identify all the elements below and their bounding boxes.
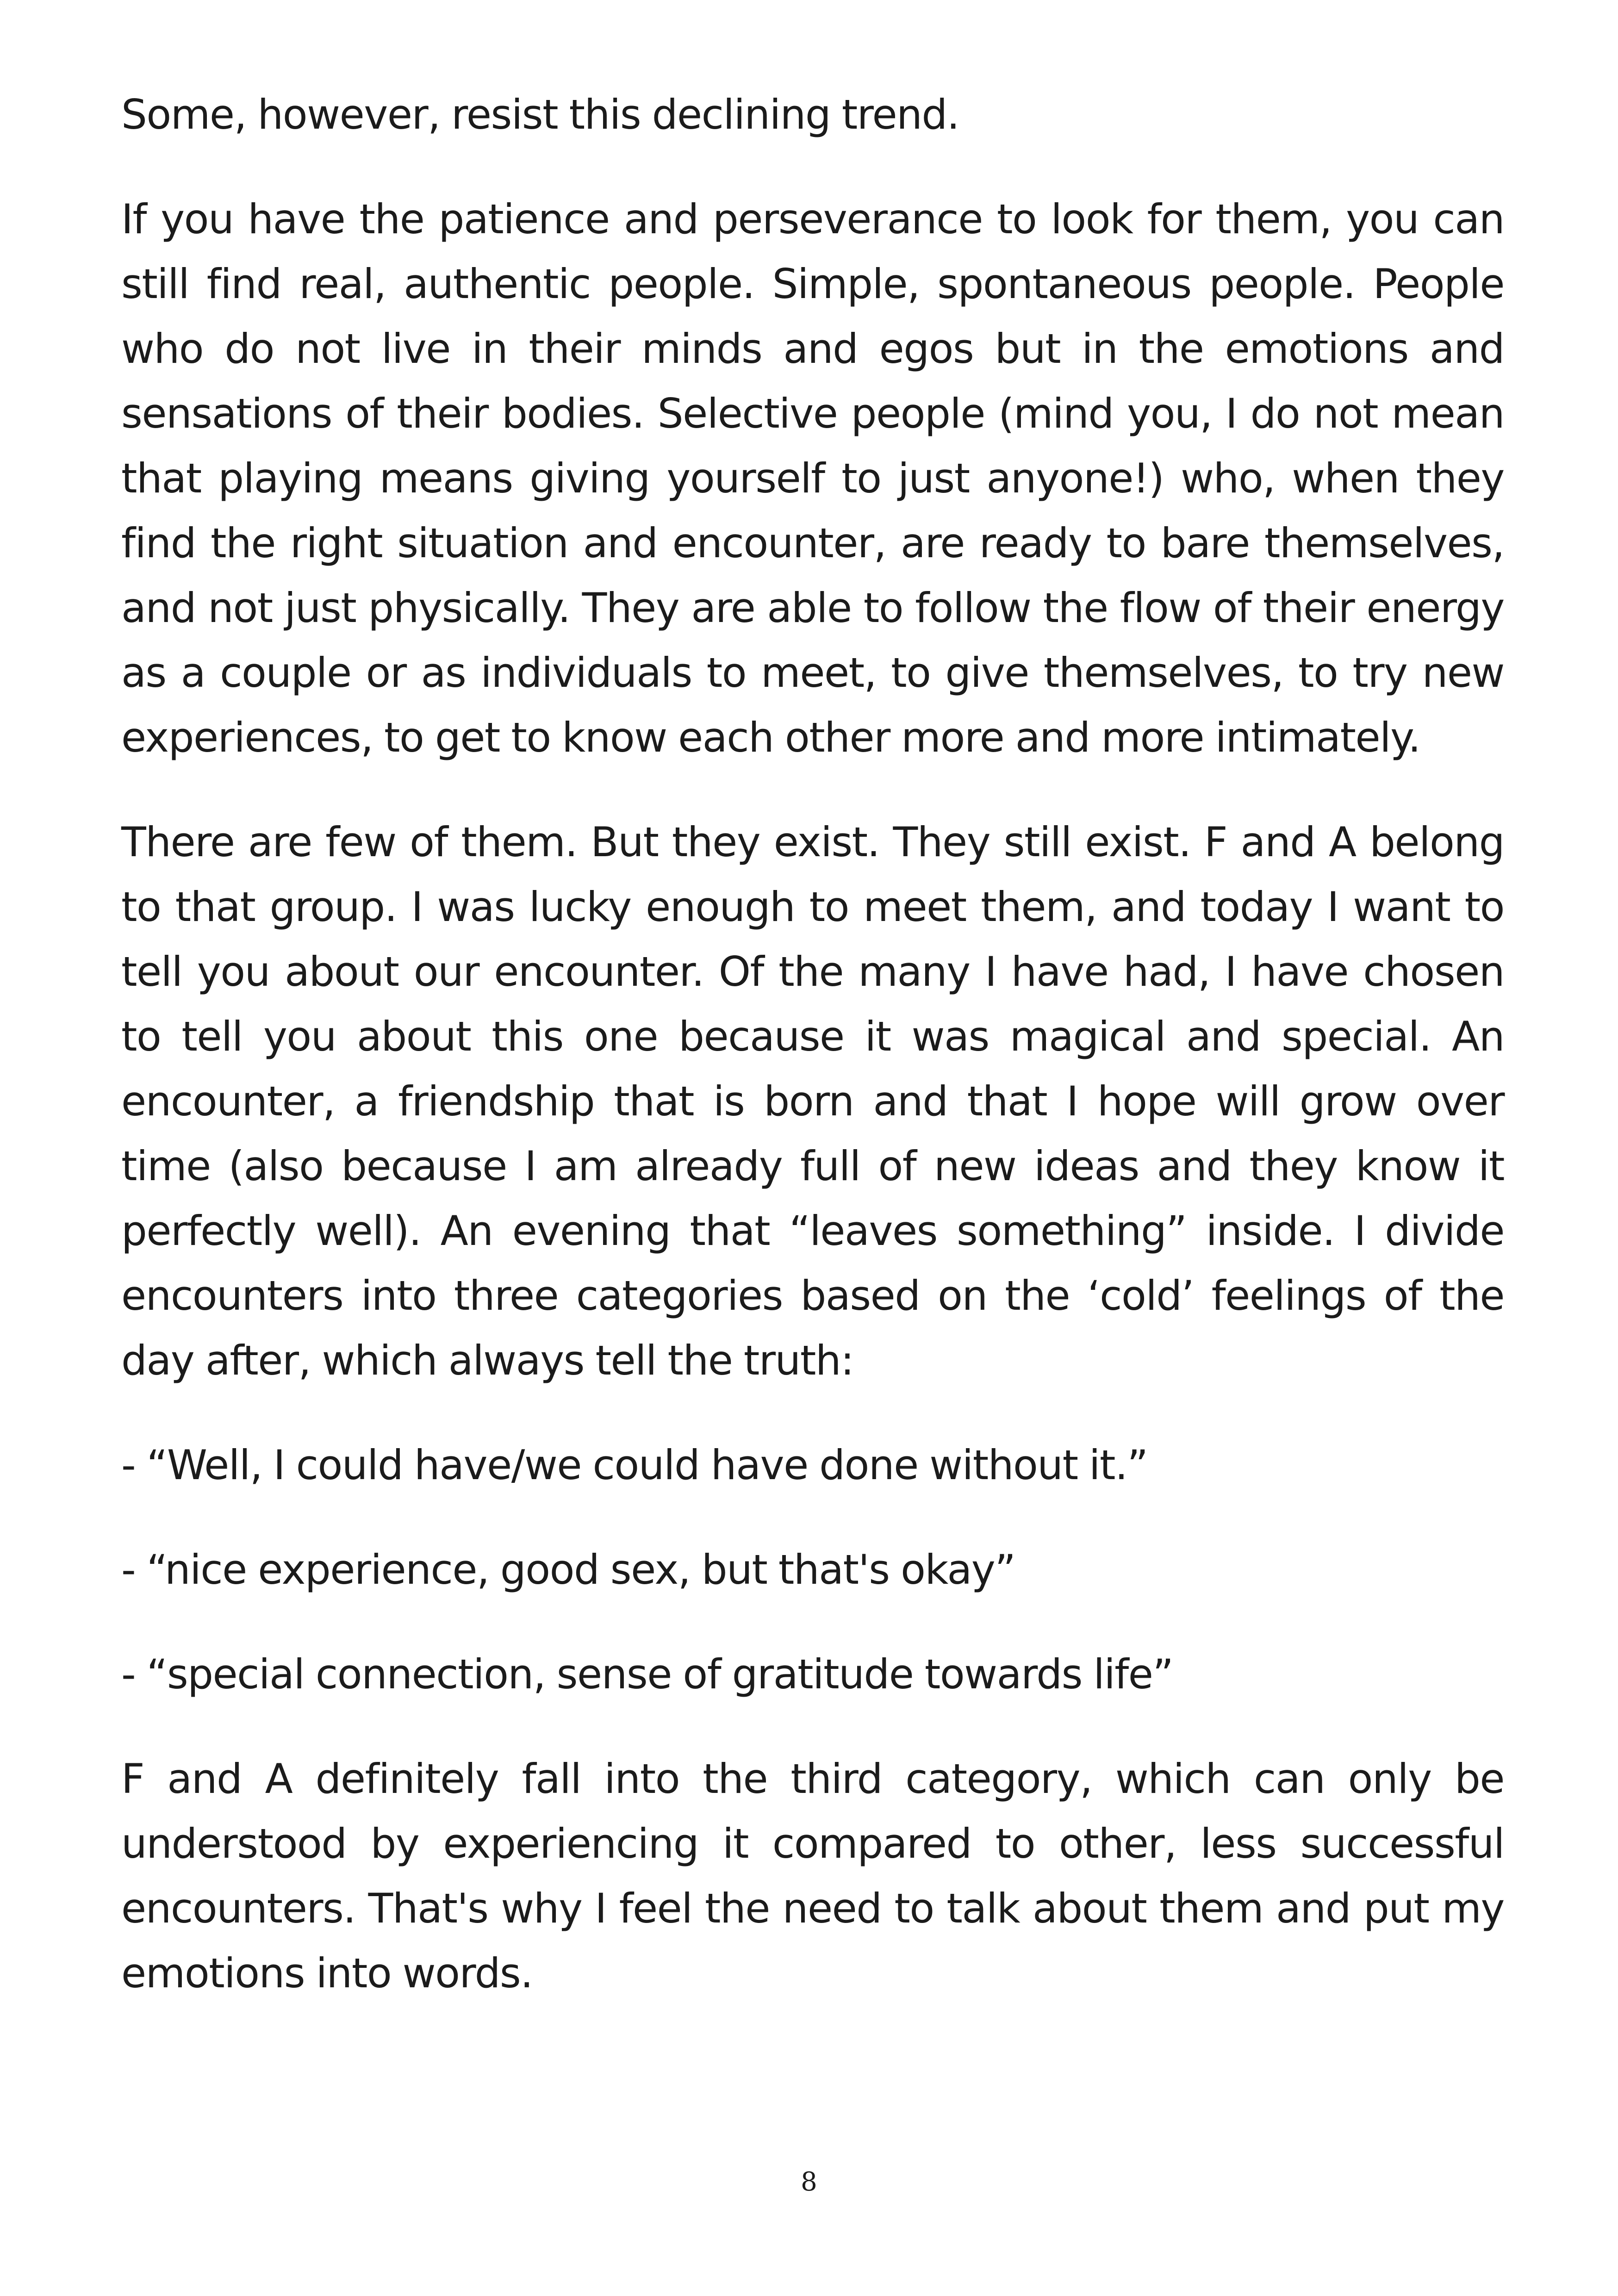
list-item-category-1: - “Well, I could have/we could have done without it.” — [121, 1441, 1148, 1489]
page-number: 8 — [801, 2167, 817, 2197]
list-item-category-2: - “nice experience, good sex, but that's okay” — [121, 1546, 1015, 1593]
paragraph-intro: Some, however, resist this declining trend. — [121, 91, 959, 138]
list-item-category-3: - “special connection, sense of gratitude towards life” — [121, 1650, 1173, 1698]
body-text — [121, 82, 1504, 2006]
paragraph-conclusion: F and A definitely fall into the third category, which can only be understood by experiencing it compared to other, less successful encounters. That's why I feel the need to talk about them and put my emotions into words. — [121, 1755, 1504, 1997]
paragraph-authentic-people: If you have the patience and perseverance to look for them, you can still find real, authentic people. Simple, spontaneous people. People who do not live in their minds and egos but in the emotions and sensations of their bodies. Selective people (mind you, I do not mean that playing means giving yourself to just anyone!) who, when they find the right situation and encounter, are ready to bare themselves, and not just physically. They are able to follow the flow of their energy as a couple or as individuals to meet, to give themselves, to try new experiences, to get to know each other more and more intimately. — [121, 195, 1504, 761]
paragraph-encounter: There are few of them. But they exist. They still exist. F and A belong to that group. I was lucky enough to meet them, and today I want to tell you about our encounter. Of the many I have had, I have chosen to tell you about this one because it was magical and special. An encounter, a friendship that is born and that I hope will grow over time (also because I am already full of new ideas and they know it perfectly well). An evening that “leaves something” inside. I divide encounters into three categories based on the ‘cold’ feelings of the day after, which always tell the truth: — [121, 818, 1504, 1384]
